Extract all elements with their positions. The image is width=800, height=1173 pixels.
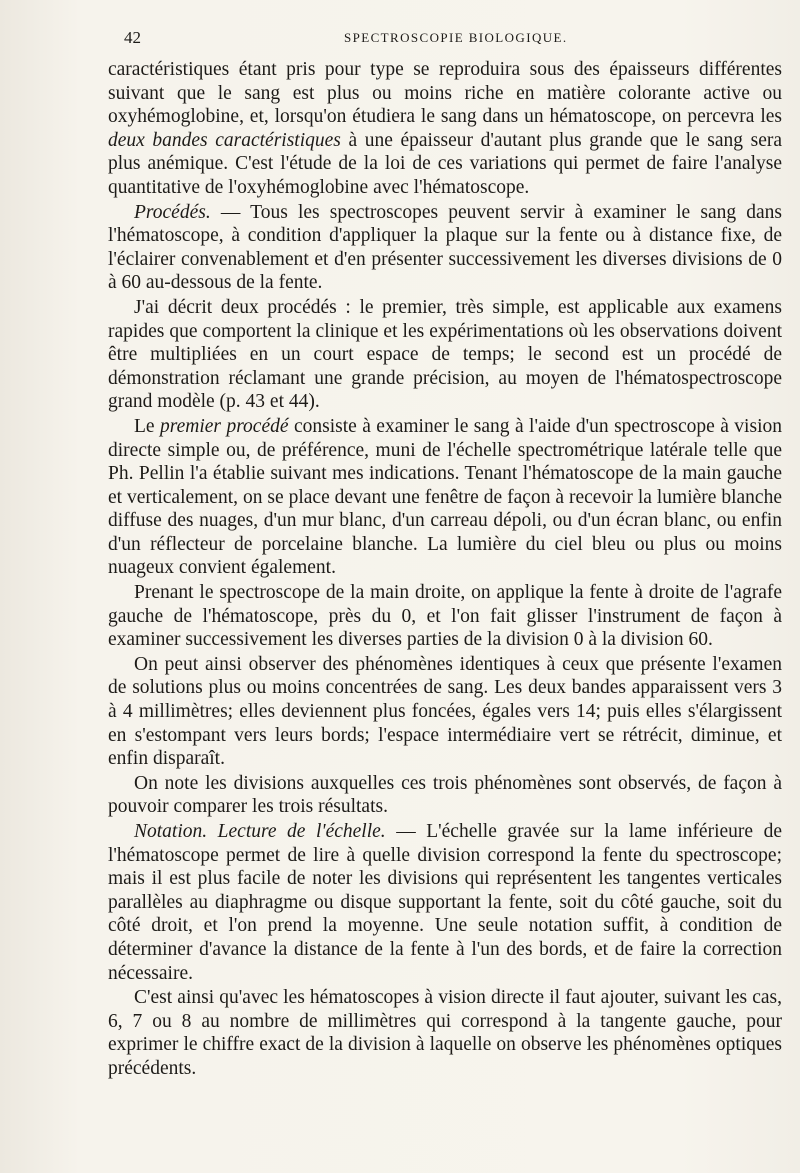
paragraph: Le premier procédé consiste à examiner le sang à l'aide d'un spectroscope à vision directe simple ou, de préférence, muni de l'échelle spectrométrique latérale telle que Ph. Pellin l'a établie suivant mes indications. Tenant l'hématoscope de la main gauche et verticalement, on se place devant une fenêtre de façon à recevoir la lumière blanche diffuse des nuages, d'un mur blanc, d'un carreau dépoli, ou d'un écran blanc, ou enfin d'un réflecteur de porcelaine blanche. La lumière du ciel bleu ou plus ou moins nuageux convient également.	[108, 415, 782, 579]
paragraph: J'ai décrit deux procédés : le premier, très simple, est applicable aux examens rapides que comportent la clinique et les expérimentations où les observations doivent être multipliées en un court espace de temps; le second est un procédé de démonstration réclamant une grande précision, au moyen de l'hématospectroscope grand modèle (p. 43 et 44).	[108, 296, 782, 413]
page-number: 42	[124, 28, 141, 47]
paragraph: Prenant le spectroscope de la main droite, on applique la fente à droite de l'agrafe gauche de l'hématoscope, près du 0, et l'on fait glisser l'instrument de façon à examiner successivement les diverses parties de la division 0 à la division 60.	[108, 582, 782, 651]
body-text	[108, 58, 782, 1081]
paragraph: On peut ainsi observer des phénomènes identiques à ceux que présente l'examen de solutions plus ou moins concentrées de sang. Les deux bandes apparaissent vers 3 à 4 millimètres; elles deviennent plus foncées, égales vers 14; puis elles s'élargissent en s'estompant vers leurs bords; l'espace intermédiaire vert se rétrécit, diminue, et enfin disparaît.	[108, 653, 782, 770]
page-header	[108, 22, 782, 46]
paragraph: Notation. Lecture de l'échelle. — L'échelle gravée sur la lame inférieure de l'hématoscope permet de lire à quelle division correspond la fente du spectroscope; mais il est plus facile de noter les divisions qui représentent les tangentes verticales parallèles au diaphragme ou disque supportant la fente, soit du côté gauche, soit du côté droit, et l'on prend la moyenne. Une seule notation suffit, à condition de déterminer d'avance la distance de la fente à l'un des bords, et de faire la correction nécessaire.	[108, 821, 782, 984]
paragraph: caractéristiques étant pris pour type se reproduira sous des épaisseurs différentes suivant que le sang est plus ou moins riche en matière colorante active ou oxyhémoglobine, et, lorsqu'on étudiera le sang dans un hématoscope, on percevra les deux bandes caractéristiques à une épaisseur d'autant plus grande que le sang sera plus anémique. C'est l'étude de la loi de ces variations qui permet de faire l'analyse quantitative de l'oxyhémoglobine avec l'hématoscope.	[108, 59, 782, 198]
running-title: SPECTROSCOPIE BIOLOGIQUE.	[344, 30, 568, 45]
paragraph: C'est ainsi qu'avec les hématoscopes à vision directe il faut ajouter, suivant les cas, 6, 7 ou 8 au nombre de millimètres qui correspond à la tangente gauche, pour exprimer le chiffre exact de la division à laquelle on observe les phénomènes optiques précédents.	[108, 987, 782, 1079]
paragraph: On note les divisions auxquelles ces trois phénomènes sont observés, de façon à pouvoir comparer les trois résultats.	[108, 772, 782, 818]
paragraph: Procédés. — Tous les spectroscopes peuvent servir à examiner le sang dans l'hématoscope, à condition d'appliquer la plaque sur la fente ou à distance fixe, de l'éclairer convenablement et d'en présenter successivement les diverses divisions de 0 à 60 au-dessous de la fente.	[108, 201, 782, 294]
